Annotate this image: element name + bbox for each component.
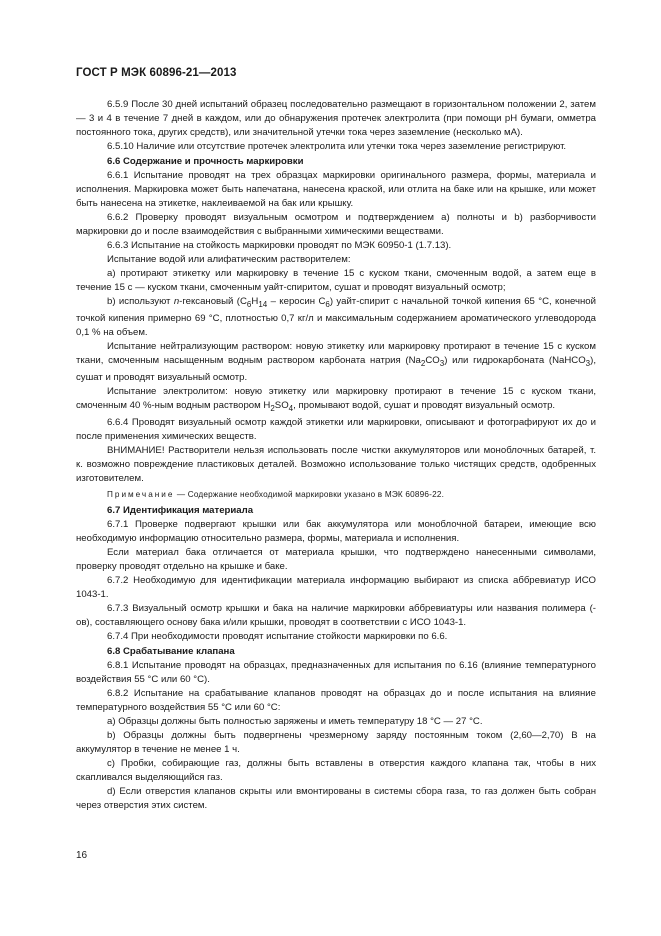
section-heading-6-6: 6.6 Содержание и прочность маркировки: [107, 156, 304, 167]
paragraph-6-8-1: 6.8.1 Испытание проводят на образцах, предназначенных для испытания по 6.16 (влияние температурного воздействия 55 °C или 60 °C).: [76, 659, 596, 685]
paragraph-6-6-4: 6.6.4 Проводят визуальный осмотр каждой этикетки или маркировки, описывают и фотографируют их до и после применения химических веществ.: [76, 416, 596, 442]
paragraph-warning: ВНИМАНИЕ! Растворители нельзя использовать после чистки аккумуляторов или моноблочных батарей, т. к. возможно повреждение пластиковых деталей. Возможно использование только чистящих средств, одобренных изготовителем.: [76, 444, 596, 484]
paragraph-6-7-2: 6.7.2 Необходимую для идентификации материала информацию выбирают из списка аббревиатур ИСО 1043-1.: [76, 574, 596, 600]
paragraph-item-b: b) используют n-гексановый ($C_6H_{14}$ – керосин $C_6$) уайт-спирит с начальной точкой кипения 65 °C, конечной точкой кипения примерно 69 °C, плотностью 0,7 кг/л и максимальным содержанием ароматического углеводорода 0,1 % на объем.: [76, 296, 597, 338]
paragraph-6-5-10: 6.5.10 Наличие или отсутствие протечек электролита или утечки тока через заземление регистрируют.: [107, 141, 567, 152]
paragraph-item-a: a) протирают этикетку или маркировку в течение 15 с куском ткани, смоченным водой, а затем еще в течение 15 с — куском ткани, смоченным уайт-спиритом, сушат и проводят визуальный осмотр;: [76, 268, 596, 293]
paragraph-6-7-3: 6.7.3 Визуальный осмотр крышки и бака на наличие маркировки аббревиатуры или названия полимера (-ов), составляющего основу бака и/или крышки, проводят в соответствии с ИСО 1043-1.: [76, 602, 596, 628]
paragraph-6-8-2-d: d) Если отверстия клапанов скрыты или вмонтированы в системы сбора газа, то газ должен быть собран через отверстия этих систем.: [76, 785, 596, 811]
page-number: 16: [76, 850, 88, 861]
paragraph-6-6-3: 6.6.3 Испытание на стойкость маркировки проводят по МЭК 60950-1 (1.7.13).: [107, 240, 452, 251]
section-heading-6-8: 6.8 Срабатывание клапана: [107, 645, 235, 657]
paragraph-electrolyte-test: Испытание электролитом: новую этикетку или маркировку протирают в течение 15 с куском ткани, смоченным 40 %-ным водным раствором $H_2SO_4$, промывают водой, сушат и проводят визуальный осмотр.: [76, 385, 596, 413]
document-body: [76, 98, 596, 813]
paragraph-6-8-2-b: b) Образцы должны быть подвергнены чрезмерному заряду постоянным током (2,60—2,70) В на аккумулятор в течение не менее 1 ч.: [76, 729, 596, 755]
note-label: Примечание: [107, 489, 175, 499]
paragraph-6-6-1: 6.6.1 Испытание проводят на трех образцах маркировки оригинального размера, формы, материала и исполнения. Маркировка может быть напечатана, нанесена краской, или отлита на баке или на крышке, или может быть нанесена на этикетке, наклеиваемой на бак или крышку.: [76, 170, 596, 209]
paragraph-6-8-2: 6.8.2 Испытание на срабатывание клапанов проводят на образцах до и после испытания на влияние температурного воздействия 55 °C или 60 °C:: [76, 687, 596, 713]
section-heading-6-7: 6.7 Идентификация материала: [107, 504, 254, 516]
paragraph-6-7-1: 6.7.1 Проверке подвергают крышки или бак аккумулятора или моноблочной батареи, имеющие всю необходимую информацию относительно размера, формы, материала и исполнения.: [76, 518, 596, 544]
note-text: — Содержание необходимой маркировки указано в МЭК 60896-22.: [174, 489, 445, 499]
paragraph-6-7-4: 6.7.4 При необходимости проводят испытание стойкости маркировки по 6.6.: [107, 630, 448, 642]
paragraph-6-6-2: 6.6.2 Проверку проводят визуальным осмотром и подтверждением a) полноты и b) разборчивости маркировки до и после взаимодействия с выбранными химическими веществами.: [76, 212, 596, 237]
paragraph-6-5-9: 6.5.9 После 30 дней испытаний образец последовательно размещают в горизонтальном положении 2, затем — 3 и 4 в течение 7 дней в каждом, или до обнаружения протечек электролита (при помощи pH бумаги, омметра постоянного тока, других средств), или значительной утечки тока через заземление (несколько мА).: [76, 99, 596, 138]
paragraph-6-7-1b: Если материал бака отличается от материала крышки, что подтверждено нанесенными символами, проверку проводят отдельно на крышке и баке.: [76, 546, 596, 572]
paragraph-6-8-2-c: c) Пробки, собирающие газ, должны быть вставлены в отверстия каждого клапана так, чтобы в них скапливался выделяющийся газ.: [76, 757, 596, 783]
document-header: ГОСТ Р МЭК 60896-21—2013: [76, 67, 237, 79]
paragraph-neutralizing-test: Испытание нейтрализующим раствором: новую этикетку или маркировку протирают в течение 15 с куском ткани, смоченным насыщенным водным раствором карбоната натрия $(Na_2CO_3)$ или гидрокарбоната (NaHCO$_3$), сушат и проводят визуальный осмотр.: [76, 340, 596, 383]
note: [76, 488, 596, 502]
paragraph-6-8-2-a: a) Образцы должны быть полностью заряжены и иметь температуру 18 °C — 27 °C.: [107, 715, 483, 727]
paragraph-water-test: Испытание водой или алифатическим растворителем:: [107, 254, 351, 265]
